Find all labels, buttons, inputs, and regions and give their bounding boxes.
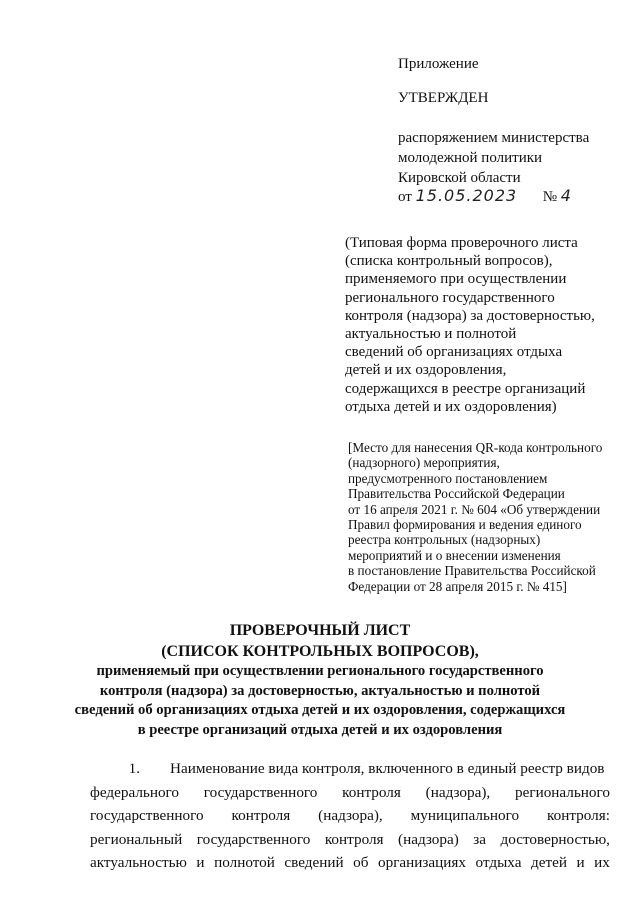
order-text [398, 128, 589, 188]
word: (надзора) [398, 830, 459, 848]
word: контроля [342, 783, 401, 801]
word: государственного [196, 830, 311, 848]
paragraph-first-line [0, 757, 610, 781]
typical-form-line: содержащихся в реестре организаций [345, 380, 586, 397]
paragraph-line [90, 828, 610, 852]
title-line: ПРОВЕРОЧНЫЙ ЛИСТ [229, 622, 411, 639]
title-line: (СПИСОК КОНТРОЛЬНЫХ ВОПРОСОВ), [161, 643, 479, 660]
approved-label: УТВЕРЖДЕН [398, 90, 489, 106]
typical-form-line: актуальностью и полнотой [345, 326, 517, 343]
word: контроля: [547, 807, 610, 824]
qr-note-line: Правил формирования и ведения единого [348, 517, 582, 533]
typical-form-line: применяемого при осуществлении [345, 271, 567, 288]
word: отдыха [475, 854, 522, 871]
subtitle-line: применяемый при осуществлении регионального государственного [96, 663, 544, 679]
subtitle-line: контроля (надзора) за достоверностью, актуальностью и полнотой [99, 682, 541, 699]
handwritten-date: 15.05.2023 [415, 186, 518, 205]
word: контроля [231, 807, 291, 824]
subtitle-line: в реестре организаций отдыха детей и их оздоровления [137, 721, 503, 738]
paragraph-line [90, 851, 610, 875]
word: (надзора), [425, 783, 491, 801]
paragraph-line [90, 781, 610, 805]
qr-note-line: Федерации от 28 апреля 2015 г. № 415] [348, 578, 567, 594]
paragraph-1 [90, 757, 610, 875]
word: (надзора), [318, 807, 383, 824]
order-line: распоряжением министерства [398, 130, 590, 146]
word: об [353, 854, 369, 871]
handwritten-number: 4 [560, 186, 572, 205]
typical-form-note [345, 234, 595, 416]
typical-form-line: сведений об организациях отдыха [345, 344, 563, 361]
word: государственного [203, 783, 318, 801]
qr-note-line: [Место для нанесения QR-кода контрольного [348, 440, 603, 455]
word: за [473, 830, 487, 848]
word: регионального [515, 783, 610, 801]
document-title [0, 620, 640, 740]
typical-form-line: отдыха детей и их оздоровления) [345, 398, 557, 415]
word: организациях [378, 854, 467, 871]
word: федерального [90, 783, 179, 801]
paragraph-line [90, 804, 610, 828]
word: их [594, 854, 610, 871]
order-line: Кировской области [398, 170, 521, 186]
word: полнотой [214, 854, 275, 871]
word: региональный [90, 830, 183, 848]
qr-note-line: (надзорного) мероприятия, [348, 455, 500, 471]
qr-note-line: мероприятий и о внесении изменения [348, 547, 561, 563]
qr-note-line: реестра контрольных (надзорных) [348, 532, 541, 548]
typical-form-line: контроля (надзора) за достоверностью, [345, 307, 595, 324]
qr-note-line: предусмотренного постановлением [348, 470, 548, 486]
paragraph-number: 1. [128, 760, 140, 777]
qr-note-line: от 16 апреля 2021 г. № 604 «Об утверждении [348, 501, 601, 517]
word: и [576, 854, 585, 871]
word: контроля [324, 830, 384, 848]
word: достоверностью, [500, 830, 610, 848]
date-prefix: от [398, 189, 412, 205]
qr-note-line: в постановление Правительства Российской [348, 563, 596, 579]
word: муниципального [410, 807, 520, 824]
word: сведений [284, 854, 344, 871]
number-prefix: № [542, 189, 558, 205]
word: и [196, 854, 205, 871]
order-line: молодежной политики [398, 150, 543, 166]
qr-code-placeholder-note [348, 440, 602, 594]
typical-form-line: детей и их оздоровления, [345, 362, 507, 379]
typical-form-line: (списка контрольный вопросов), [345, 253, 553, 270]
appendix-label: Приложение [398, 56, 479, 72]
word: актуальностью [90, 854, 187, 871]
typical-form-line: (Типовая форма проверочного листа [345, 235, 578, 251]
subtitle-line: сведений об организациях отдыха детей и их оздоровления, содержащихся [74, 702, 566, 718]
typical-form-line: регионального государственного [345, 289, 555, 306]
qr-note-line: Правительства Российской Федерации [348, 486, 565, 502]
paragraph-text: Наименование вида контроля, включенного в единый реестр видов [170, 760, 605, 777]
date-number-line [398, 186, 572, 206]
word: государственного [90, 807, 204, 824]
word: детей [530, 854, 567, 871]
